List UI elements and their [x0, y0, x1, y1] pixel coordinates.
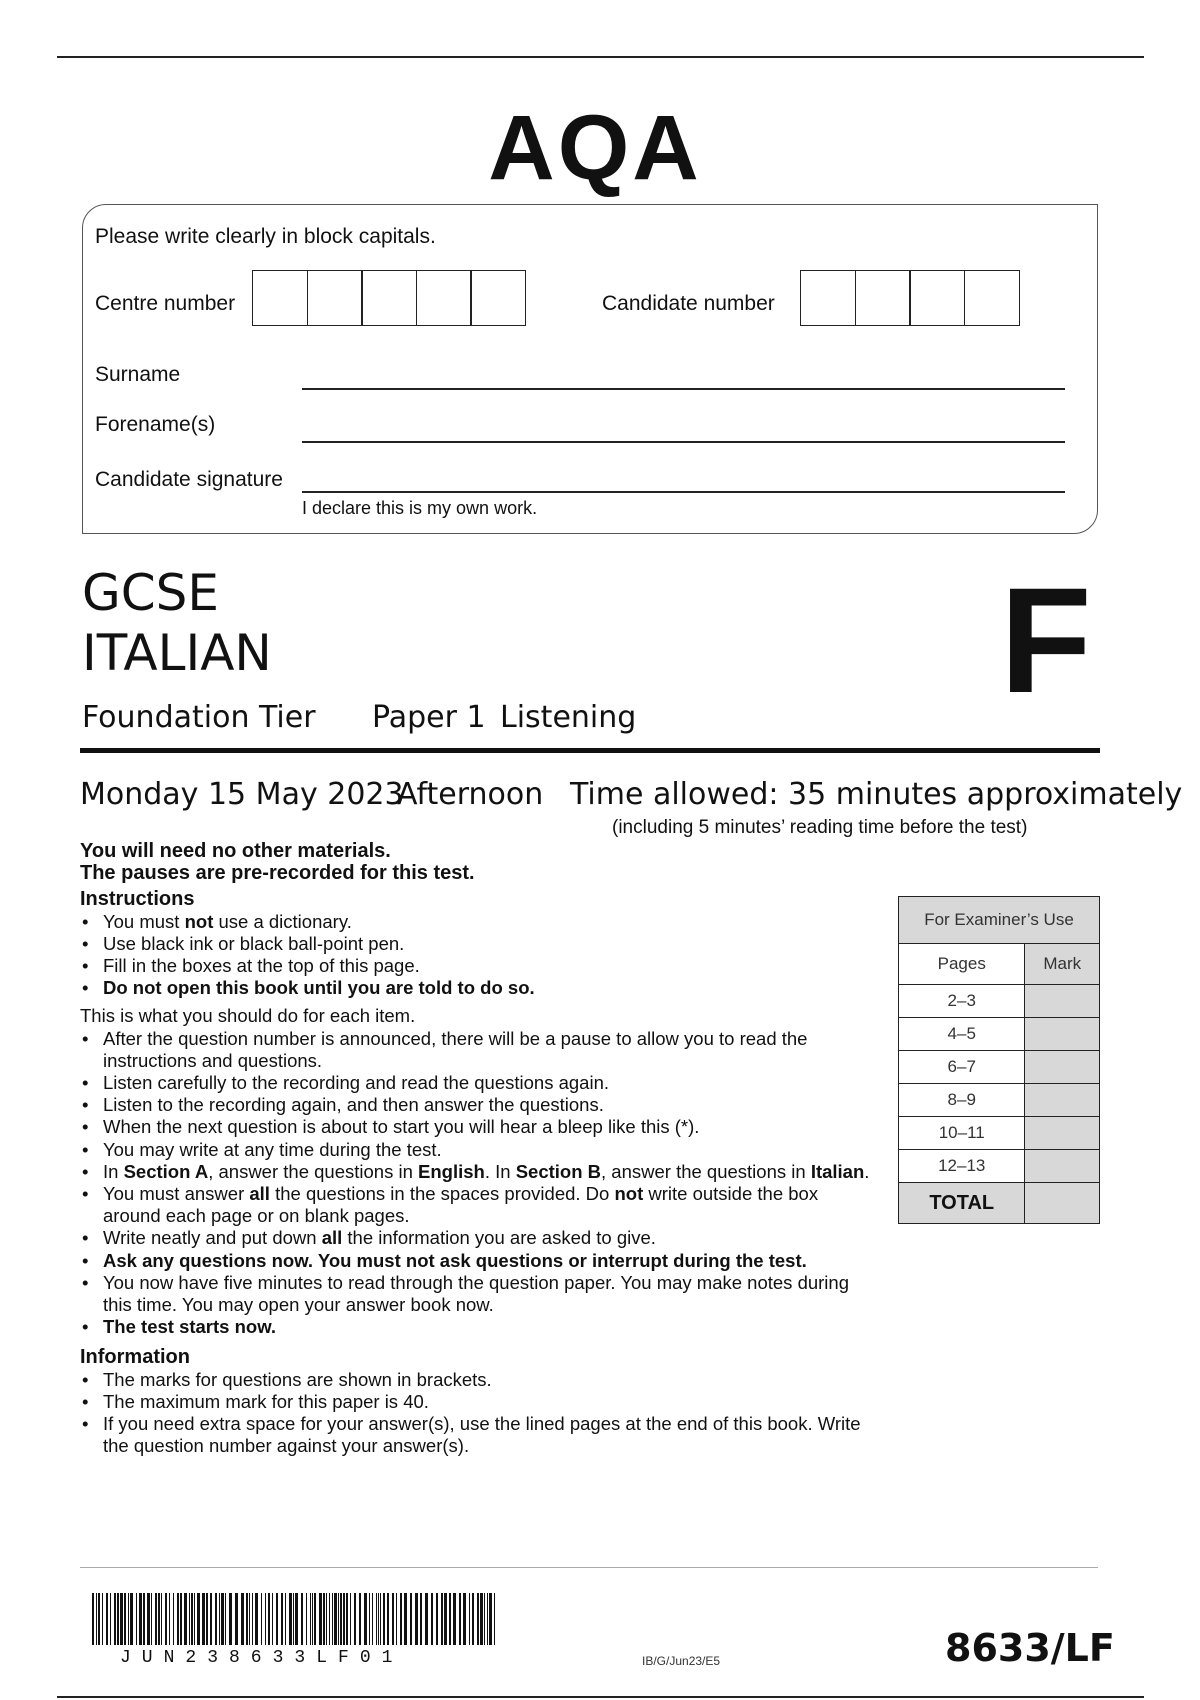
barcode-bar: [96, 1593, 97, 1645]
barcode-bar: [410, 1593, 412, 1645]
instructions-heading: Instructions: [80, 888, 195, 911]
barcode-bar: [350, 1593, 351, 1645]
barcode-bar: [425, 1593, 428, 1645]
barcode-bar: [215, 1593, 217, 1645]
block-capitals-instruction: Please write clearly in block capitals.: [95, 225, 436, 248]
barcode-bar: [165, 1593, 167, 1645]
barcode-bar: [252, 1593, 253, 1645]
barcode-bar: [114, 1593, 116, 1645]
each-item-intro: This is what you should do for each item.: [80, 1005, 416, 1027]
barcode-bar: [202, 1593, 205, 1645]
barcode-bar: [378, 1593, 379, 1645]
paper-code: 8633/LF: [945, 1626, 1115, 1670]
barcode-bar: [306, 1593, 307, 1645]
barcode-bar: [147, 1593, 150, 1645]
mark-cell[interactable]: [1025, 1018, 1100, 1051]
instruction-item: • Listen to the recording again, and then answer the questions.: [80, 1094, 870, 1116]
instruction-item: • Fill in the boxes at the top of this page.: [80, 955, 880, 977]
barcode-bar: [295, 1593, 298, 1645]
barcode-bar: [241, 1593, 244, 1645]
pages-cell: 8–9: [899, 1084, 1025, 1117]
barcode-bar: [436, 1593, 438, 1645]
centre-number-cell[interactable]: [307, 270, 363, 326]
barcode-bar: [106, 1593, 108, 1645]
barcode-bar: [380, 1593, 381, 1645]
barcode-bar: [364, 1593, 367, 1645]
barcode-bar: [276, 1593, 278, 1645]
barcode-bar: [249, 1593, 250, 1645]
barcode-bar: [449, 1593, 451, 1645]
qualification-title: GCSE: [82, 564, 219, 622]
instruction-item: • You may write at any time during the test.: [80, 1139, 870, 1161]
instruction-item: • The test starts now.: [80, 1316, 870, 1338]
barcode-bar: [314, 1593, 316, 1645]
exam-date: Monday 15 May 2023: [80, 777, 404, 812]
pages-cell: 2–3: [899, 985, 1025, 1018]
centre-number-cell[interactable]: [416, 270, 472, 326]
barcode-bar: [376, 1593, 377, 1645]
barcode-bar: [354, 1593, 356, 1645]
candidate-number-cell[interactable]: [855, 270, 911, 326]
barcode-bar: [219, 1593, 220, 1645]
instructions-list: [80, 911, 880, 1000]
barcode-bar: [310, 1593, 311, 1645]
bottom-rule: [57, 1696, 1144, 1698]
barcode-bar: [323, 1593, 325, 1645]
barcode-bar: [281, 1593, 283, 1645]
reference-code: IB/G/Jun23/E5: [642, 1654, 721, 1668]
barcode-bar: [329, 1593, 330, 1645]
barcode-bar: [110, 1593, 111, 1645]
barcode-bar: [229, 1593, 232, 1645]
barcode-bar: [173, 1593, 174, 1645]
instruction-item: • Do not open this book until you are told to do so.: [80, 977, 880, 999]
barcode-bar: [161, 1593, 162, 1645]
mark-column-header: Mark: [1025, 944, 1100, 985]
mark-cell[interactable]: [1025, 1051, 1100, 1084]
instruction-item: • After the question number is announced, there will be a pause to allow you to read the instructions and questions.: [80, 1028, 870, 1072]
barcode-bar: [151, 1593, 152, 1645]
pages-column-header: Pages: [899, 944, 1025, 985]
barcode-bar: [396, 1593, 397, 1645]
barcode-bar: [444, 1593, 447, 1645]
instruction-item: • The maximum mark for this paper is 40.: [80, 1391, 880, 1413]
paper-component: Listening: [500, 700, 637, 735]
total-label: TOTAL: [899, 1183, 1025, 1224]
instruction-item: • Ask any questions now. You must not ask questions or interrupt during the test.: [80, 1250, 870, 1272]
instruction-item: • The marks for questions are shown in brackets.: [80, 1369, 880, 1391]
barcode-bar: [489, 1593, 492, 1645]
information-list: [80, 1369, 880, 1458]
time-allowed-note: (including 5 minutes’ reading time before the test): [612, 817, 1028, 838]
instruction-item: • You now have five minutes to read through the question paper. You may make notes during this time. You may open your answer book now.: [80, 1272, 870, 1316]
barcode-bar: [124, 1593, 126, 1645]
barcode-bar: [469, 1593, 470, 1645]
barcode-bar: [334, 1593, 337, 1645]
pauses-line: The pauses are pre-recorded for this test.: [80, 862, 475, 885]
barcode-bar: [158, 1593, 160, 1645]
forename-field[interactable]: [302, 441, 1065, 443]
barcode-bar: [235, 1593, 238, 1645]
barcode-bar: [98, 1593, 100, 1645]
barcode-bar: [346, 1593, 348, 1645]
instruction-item: • You must not use a dictionary.: [80, 911, 880, 933]
forename-label: Forename(s): [95, 413, 216, 436]
time-allowed: Time allowed: 35 minutes approximately: [570, 777, 1183, 812]
barcode-bar: [343, 1593, 345, 1645]
barcode-bar: [184, 1593, 187, 1645]
centre-number-boxes[interactable]: [252, 270, 526, 326]
pages-cell: 4–5: [899, 1018, 1025, 1051]
centre-number-cell[interactable]: [361, 270, 417, 326]
tier-name: Foundation Tier: [82, 700, 316, 735]
paper-number: Paper 1: [372, 700, 486, 735]
barcode-bar: [191, 1593, 193, 1645]
barcode-bar: [326, 1593, 327, 1645]
barcode-bar: [130, 1593, 133, 1645]
barcode: [92, 1593, 502, 1645]
pages-cell: 12–13: [899, 1150, 1025, 1183]
barcode-bar: [120, 1593, 123, 1645]
pages-cell: 10–11: [899, 1117, 1025, 1150]
instruction-item: • Write neatly and put down all the information you are asked to give.: [80, 1227, 870, 1249]
barcode-bar: [155, 1593, 157, 1645]
barcode-bar: [143, 1593, 145, 1645]
barcode-bar: [301, 1593, 303, 1645]
barcode-bar: [312, 1593, 313, 1645]
barcode-bar: [136, 1593, 137, 1645]
barcode-bar: [92, 1593, 94, 1645]
barcode-bar: [383, 1593, 385, 1645]
information-heading: Information: [80, 1346, 190, 1369]
candidate-number-cell[interactable]: [909, 270, 965, 326]
mark-cell[interactable]: [1025, 1117, 1100, 1150]
barcode-bar: [431, 1593, 433, 1645]
barcode-bar: [117, 1593, 119, 1645]
barcode-bar: [332, 1593, 333, 1645]
barcode-bar: [289, 1593, 292, 1645]
barcode-bar: [387, 1593, 389, 1645]
barcode-bar: [484, 1593, 485, 1645]
centre-number-cell[interactable]: [470, 270, 526, 326]
aqa-logo: AQA: [488, 97, 702, 199]
barcode-bar: [246, 1593, 248, 1645]
instruction-item: • If you need extra space for your answer(s), use the lined pages at the end of this book. Write the question number against your answer(s).: [80, 1413, 880, 1457]
instruction-item: • You must answer all the questions in the spaces provided. Do not write outside the box around each page or on blank pages.: [80, 1183, 870, 1227]
total-mark-cell: [1025, 1183, 1100, 1224]
barcode-bar: [102, 1593, 103, 1645]
barcode-bar: [268, 1593, 270, 1645]
candidate-number-cell[interactable]: [800, 270, 856, 326]
footer-rule: [80, 1567, 1098, 1568]
barcode-bar: [139, 1593, 142, 1645]
barcode-bar: [477, 1593, 479, 1645]
candidate-number-boxes[interactable]: [800, 270, 1020, 326]
subject-title: ITALIAN: [82, 624, 272, 682]
centre-number-cell[interactable]: [252, 270, 308, 326]
candidate-number-cell[interactable]: [964, 270, 1020, 326]
instruction-item: • When the next question is about to start you will hear a bleep like this (*).: [80, 1116, 870, 1138]
tier-letter: F: [1000, 556, 1092, 724]
barcode-bar: [177, 1593, 179, 1645]
barcode-bar: [285, 1593, 286, 1645]
barcode-bar: [338, 1593, 339, 1645]
item-instructions-list: [80, 1028, 870, 1339]
barcode-bar: [459, 1593, 461, 1645]
barcode-bar: [453, 1593, 456, 1645]
examiner-use-title: For Examiner’s Use: [899, 897, 1100, 944]
barcode-bar: [180, 1593, 182, 1645]
barcode-bar: [272, 1593, 273, 1645]
instruction-item: • Use black ink or black ball-point pen.: [80, 933, 880, 955]
barcode-bar: [255, 1593, 258, 1645]
barcode-bar: [441, 1593, 443, 1645]
barcode-text: JUN238633LF01: [120, 1648, 404, 1668]
surname-label: Surname: [95, 363, 181, 386]
barcode-bar: [169, 1593, 170, 1645]
signature-label: Candidate signature: [95, 468, 283, 491]
mark-cell[interactable]: [1025, 1150, 1100, 1183]
barcode-bar: [221, 1593, 224, 1645]
barcode-bar: [128, 1593, 129, 1645]
barcode-bar: [225, 1593, 226, 1645]
barcode-bar: [265, 1593, 266, 1645]
barcode-bar: [189, 1593, 190, 1645]
exam-session: Afternoon: [397, 777, 544, 812]
barcode-bar: [194, 1593, 195, 1645]
barcode-bar: [404, 1593, 407, 1645]
barcode-bar: [319, 1593, 322, 1645]
centre-number-label: Centre number: [95, 292, 236, 315]
instruction-item: • Listen carefully to the recording and read the questions again.: [80, 1072, 870, 1094]
mark-cell[interactable]: [1025, 985, 1100, 1018]
barcode-bar: [293, 1593, 294, 1645]
barcode-bar: [392, 1593, 394, 1645]
section-divider: [80, 748, 1100, 753]
barcode-bar: [210, 1593, 212, 1645]
barcode-bar: [261, 1593, 262, 1645]
declaration-text: I declare this is my own work.: [302, 498, 538, 518]
barcode-bar: [420, 1593, 422, 1645]
candidate-number-label: Candidate number: [602, 292, 775, 315]
mark-cell[interactable]: [1025, 1084, 1100, 1117]
top-rule: [57, 56, 1144, 58]
barcode-bar: [372, 1593, 373, 1645]
barcode-bar: [487, 1593, 488, 1645]
materials-line: You will need no other materials.: [80, 840, 391, 862]
signature-field[interactable]: [302, 491, 1065, 493]
barcode-bar: [359, 1593, 361, 1645]
barcode-bar: [494, 1593, 495, 1645]
barcode-bar: [480, 1593, 483, 1645]
instruction-item: • In Section A, answer the questions in English. In Section B, answer the questions in Italian.: [80, 1161, 870, 1183]
barcode-bar: [197, 1593, 200, 1645]
barcode-bar: [206, 1593, 208, 1645]
barcode-bar: [340, 1593, 342, 1645]
examiner-use-table: [898, 896, 1100, 1224]
surname-field[interactable]: [302, 388, 1065, 390]
barcode-bar: [400, 1593, 402, 1645]
barcode-bar: [463, 1593, 466, 1645]
barcode-bar: [369, 1593, 370, 1645]
barcode-bar: [415, 1593, 418, 1645]
barcode-bar: [472, 1593, 474, 1645]
pages-cell: 6–7: [899, 1051, 1025, 1084]
